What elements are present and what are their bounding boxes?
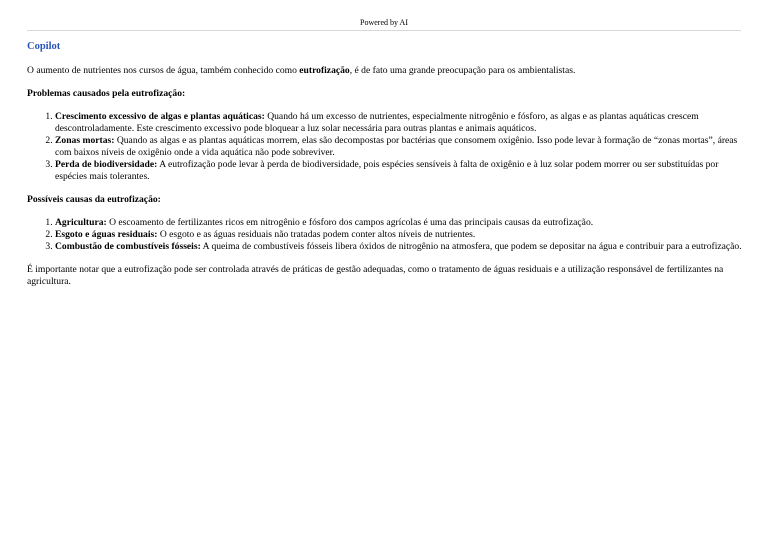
item-text: Quando há um excesso de nutrientes, especialmente nitrogênio e fósforo, as algas e as plantas aquáticas crescem descontroladamente. Este crescimento excessivo pode bloquear a luz solar necessária para outras plantas e animais aquáticos. bbox=[55, 111, 699, 134]
item-title: Esgoto e águas residuais: bbox=[55, 229, 158, 240]
causes-heading: Possíveis causas da eutrofização: bbox=[27, 194, 161, 205]
problems-heading: Problemas causados pela eutrofização: bbox=[27, 88, 186, 99]
powered-by-header bbox=[27, 17, 741, 31]
conclusion-paragraph: É importante notar que a eutrofização pode ser controlada através de práticas de gestão adequadas, como o tratamento de águas residuais e a utilização responsável de fertilizantes na agricultura. bbox=[27, 264, 724, 287]
item-text: Quando as algas e as plantas aquáticas morrem, elas são decompostas por bactérias que consomem oxigênio. Isso pode levar à formação de “zonas mortas”, áreas com baixos níveis de oxigênio onde a vida aquática não pode sobreviver. bbox=[55, 135, 738, 158]
list-item bbox=[55, 217, 743, 229]
item-text: A queima de combustíveis fósseis libera óxidos de nitrogênio na atmosfera, que podem se depositar na água e contribuir para a eutrofização. bbox=[200, 241, 742, 252]
item-title: Crescimento excessivo de algas e plantas aquáticas: bbox=[55, 111, 265, 122]
causes-list bbox=[27, 217, 743, 253]
item-text: A eutrofização pode levar à perda de biodiversidade, pois espécies sensíveis à falta de oxigênio e à luz solar podem morrer ou ser substituídas por espécies mais tolerantes. bbox=[55, 159, 719, 182]
item-title: Perda de biodiversidade: bbox=[55, 159, 158, 170]
intro-paragraph bbox=[27, 65, 743, 77]
item-title: Zonas mortas: bbox=[55, 135, 115, 146]
powered-by-label: Powered by AI bbox=[360, 18, 408, 27]
item-title: Combustão de combustíveis fósseis: bbox=[55, 241, 201, 252]
list-item bbox=[55, 241, 743, 253]
item-text: O esgoto e as águas residuais não tratadas podem conter altos níveis de nutrientes. bbox=[157, 229, 476, 240]
list-item bbox=[55, 135, 743, 159]
intro-text-end: , é de fato uma grande preocupação para os ambientalistas. bbox=[349, 65, 576, 76]
problems-list bbox=[27, 111, 743, 183]
response-content bbox=[27, 40, 743, 299]
list-item bbox=[55, 159, 743, 183]
intro-keyword: eutrofização bbox=[299, 65, 350, 76]
list-item bbox=[55, 111, 743, 135]
intro-text-start: O aumento de nutrientes nos cursos de água, também conhecido como bbox=[27, 65, 300, 76]
item-title: Agricultura: bbox=[55, 217, 107, 228]
list-item bbox=[55, 229, 743, 241]
item-text: O escoamento de fertilizantes ricos em nitrogênio e fósforo dos campos agrícolas é uma das principais causas da eutrofização. bbox=[106, 217, 594, 228]
brand-title: Copilot bbox=[27, 41, 61, 52]
